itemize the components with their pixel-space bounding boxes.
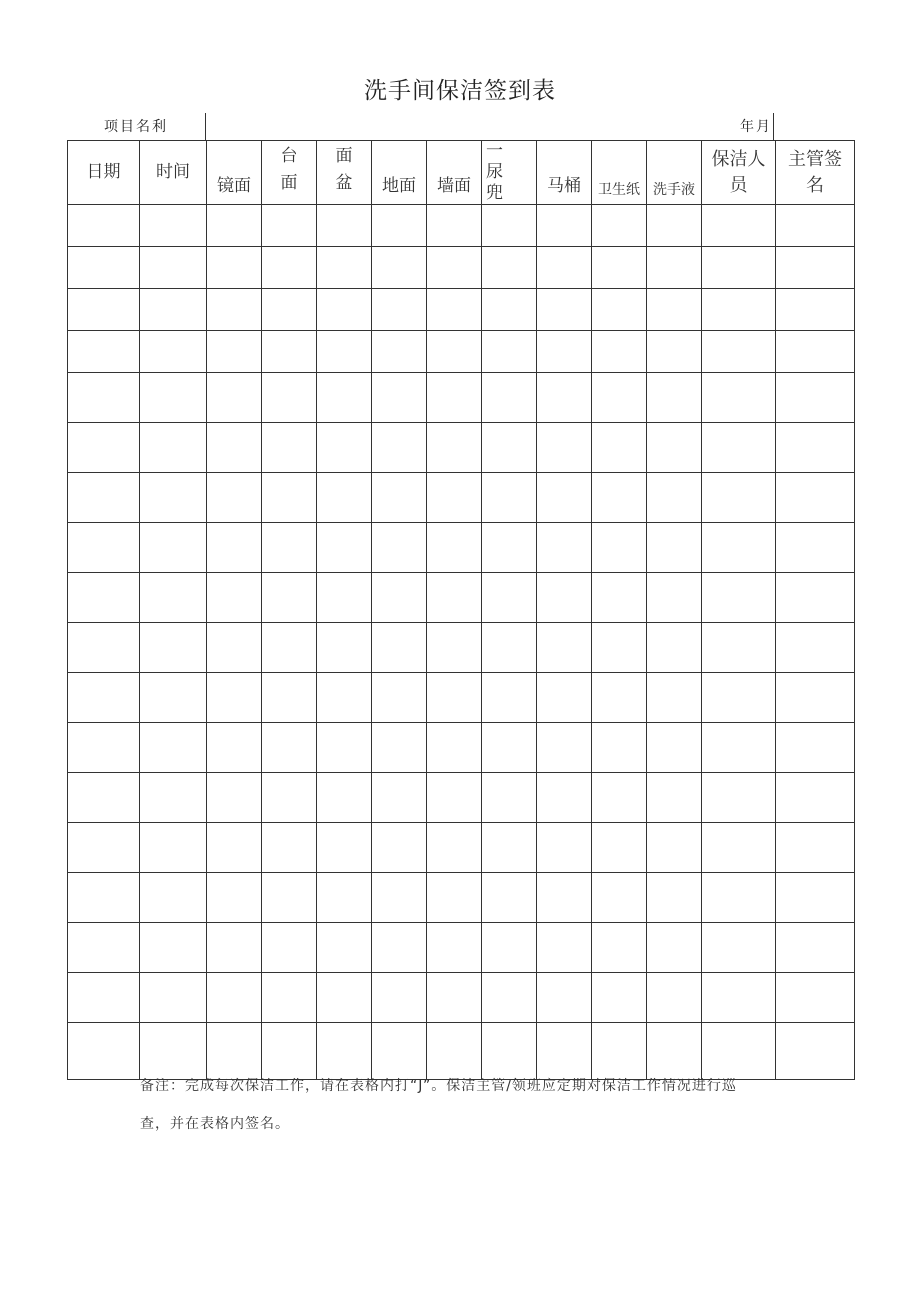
cell-countertop[interactable] [262,289,317,331]
cell-cleaner[interactable] [702,873,776,923]
cell-floor[interactable] [372,473,427,523]
cell-date[interactable] [68,873,140,923]
cell-toilet-paper[interactable] [592,923,647,973]
cell-cleaner[interactable] [702,373,776,423]
cell-countertop[interactable] [262,973,317,1023]
table-row [68,205,855,247]
cell-toilet[interactable] [537,823,592,873]
cell-supervisor-sign[interactable] [776,973,855,1023]
note-line-2: 查，并在表格内签名。 [140,1116,290,1132]
header-row [68,141,855,205]
cell-hand-soap[interactable] [647,473,702,523]
cell-basin[interactable] [317,373,372,423]
cell-floor[interactable] [372,331,427,373]
table-row [68,673,855,723]
cell-toilet-paper[interactable] [592,373,647,423]
cell-countertop[interactable] [262,923,317,973]
table-row [68,331,855,373]
cell-hand-soap[interactable] [647,923,702,973]
cell-floor[interactable] [372,205,427,247]
cell-mirror[interactable] [207,723,262,773]
cell-time[interactable] [140,573,207,623]
cell-date[interactable] [68,523,140,573]
cell-toilet[interactable] [537,873,592,923]
cell-cleaner[interactable] [702,523,776,573]
cell-toilet[interactable] [537,573,592,623]
col-header-hand-soap: 洗手液 [647,141,702,205]
cell-cleaner[interactable] [702,573,776,623]
cell-floor[interactable] [372,1023,427,1080]
cell-cleaner[interactable] [702,205,776,247]
cell-toilet[interactable] [537,923,592,973]
cell-supervisor-sign[interactable] [776,923,855,973]
cell-toilet-paper[interactable] [592,247,647,289]
cell-urinal[interactable] [482,523,537,573]
cell-toilet-paper[interactable] [592,523,647,573]
cell-mirror[interactable] [207,205,262,247]
cell-wall[interactable] [427,723,482,773]
cell-wall[interactable] [427,423,482,473]
cell-toilet[interactable] [537,247,592,289]
cell-countertop[interactable] [262,423,317,473]
cell-countertop[interactable] [262,473,317,523]
cell-supervisor-sign[interactable] [776,673,855,723]
cell-date[interactable] [68,423,140,473]
cell-basin[interactable] [317,523,372,573]
cell-toilet[interactable] [537,623,592,673]
col-header-cleaner: 保洁人 员 [702,141,776,205]
cleaning-signin-table [67,140,855,1080]
cell-floor[interactable] [372,673,427,723]
cell-toilet[interactable] [537,673,592,723]
table-row [68,923,855,973]
cell-countertop[interactable] [262,373,317,423]
col-header-mirror: 镜面 [207,141,262,205]
table-row [68,973,855,1023]
cell-toilet-paper[interactable] [592,623,647,673]
col-header-wall: 墙面 [427,141,482,205]
cell-time[interactable] [140,331,207,373]
cell-mirror[interactable] [207,573,262,623]
year-month-divider [773,113,774,141]
cell-supervisor-sign[interactable] [776,331,855,373]
cell-cleaner[interactable] [702,331,776,373]
cell-urinal[interactable] [482,247,537,289]
cell-supervisor-sign[interactable] [776,873,855,923]
cell-toilet-paper[interactable] [592,473,647,523]
cell-wall[interactable] [427,673,482,723]
cell-cleaner[interactable] [702,1023,776,1080]
cell-time[interactable] [140,773,207,823]
cell-time[interactable] [140,873,207,923]
cell-wall[interactable] [427,247,482,289]
cell-toilet[interactable] [537,473,592,523]
cell-wall[interactable] [427,523,482,573]
cell-supervisor-sign[interactable] [776,823,855,873]
cell-urinal[interactable] [482,331,537,373]
cell-floor[interactable] [372,773,427,823]
cell-mirror[interactable] [207,973,262,1023]
cell-date[interactable] [68,723,140,773]
cell-date[interactable] [68,473,140,523]
cell-date[interactable] [68,1023,140,1080]
cell-countertop[interactable] [262,1023,317,1080]
table-row [68,423,855,473]
table-row [68,873,855,923]
cell-basin[interactable] [317,205,372,247]
project-name-label: 项目名利 [104,119,168,135]
cell-time[interactable] [140,973,207,1023]
cell-hand-soap[interactable] [647,331,702,373]
cell-toilet-paper[interactable] [592,673,647,723]
cell-mirror[interactable] [207,473,262,523]
cell-supervisor-sign[interactable] [776,573,855,623]
cell-hand-soap[interactable] [647,247,702,289]
cell-toilet[interactable] [537,289,592,331]
cell-date[interactable] [68,373,140,423]
cell-supervisor-sign[interactable] [776,205,855,247]
cell-toilet-paper[interactable] [592,289,647,331]
cell-mirror[interactable] [207,923,262,973]
cell-time[interactable] [140,923,207,973]
cell-basin[interactable] [317,289,372,331]
cell-basin[interactable] [317,723,372,773]
cell-hand-soap[interactable] [647,205,702,247]
cell-countertop[interactable] [262,205,317,247]
cell-countertop[interactable] [262,673,317,723]
cell-countertop[interactable] [262,573,317,623]
cell-supervisor-sign[interactable] [776,773,855,823]
cell-time[interactable] [140,623,207,673]
cell-basin[interactable] [317,247,372,289]
cell-basin[interactable] [317,823,372,873]
cell-cleaner[interactable] [702,973,776,1023]
cell-toilet-paper[interactable] [592,873,647,923]
cell-supervisor-sign[interactable] [776,473,855,523]
cell-countertop[interactable] [262,823,317,873]
note-line-1: 备注：完成每次保洁工作，请在表格内打“J”。保洁主管/领班应定期对保洁工作情况进行巡 [140,1078,737,1094]
cell-mirror[interactable] [207,423,262,473]
cell-date[interactable] [68,289,140,331]
cell-toilet[interactable] [537,1023,592,1080]
cell-wall[interactable] [427,923,482,973]
cell-basin[interactable] [317,973,372,1023]
cell-mirror[interactable] [207,1023,262,1080]
cell-time[interactable] [140,473,207,523]
cell-toilet[interactable] [537,523,592,573]
cell-hand-soap[interactable] [647,823,702,873]
cell-date[interactable] [68,673,140,723]
cell-mirror[interactable] [207,823,262,873]
cell-wall[interactable] [427,573,482,623]
cell-floor[interactable] [372,823,427,873]
cell-toilet-paper[interactable] [592,823,647,873]
cell-floor[interactable] [372,373,427,423]
cell-supervisor-sign[interactable] [776,373,855,423]
cell-toilet[interactable] [537,373,592,423]
table-row [68,473,855,523]
cell-urinal[interactable] [482,205,537,247]
cell-wall[interactable] [427,473,482,523]
cell-toilet-paper[interactable] [592,205,647,247]
cell-time[interactable] [140,423,207,473]
cell-wall[interactable] [427,623,482,673]
cell-time[interactable] [140,673,207,723]
cell-time[interactable] [140,1023,207,1080]
table-row [68,823,855,873]
cell-date[interactable] [68,973,140,1023]
cell-time[interactable] [140,373,207,423]
col-header-date: 日期 [68,141,140,205]
cell-mirror[interactable] [207,523,262,573]
year-month-label: 年月 [740,119,772,135]
cell-basin[interactable] [317,673,372,723]
cell-toilet-paper[interactable] [592,1023,647,1080]
cell-basin[interactable] [317,773,372,823]
cell-cleaner[interactable] [702,773,776,823]
cell-hand-soap[interactable] [647,723,702,773]
col-header-countertop: 台 面 [262,141,317,205]
cell-cleaner[interactable] [702,289,776,331]
table-row [68,373,855,423]
cell-urinal[interactable] [482,423,537,473]
cell-hand-soap[interactable] [647,1023,702,1080]
cell-urinal[interactable] [482,623,537,673]
cell-cleaner[interactable] [702,423,776,473]
cell-time[interactable] [140,823,207,873]
cell-wall[interactable] [427,973,482,1023]
cell-toilet[interactable] [537,773,592,823]
cell-hand-soap[interactable] [647,673,702,723]
cell-floor[interactable] [372,289,427,331]
cell-toilet-paper[interactable] [592,773,647,823]
cell-date[interactable] [68,331,140,373]
cell-mirror[interactable] [207,247,262,289]
cell-supervisor-sign[interactable] [776,623,855,673]
cell-floor[interactable] [372,873,427,923]
cell-date[interactable] [68,823,140,873]
table-row [68,247,855,289]
cell-date[interactable] [68,773,140,823]
cell-basin[interactable] [317,331,372,373]
cell-basin[interactable] [317,623,372,673]
cell-time[interactable] [140,523,207,573]
cell-hand-soap[interactable] [647,573,702,623]
cell-urinal[interactable] [482,823,537,873]
cell-floor[interactable] [372,923,427,973]
table-row [68,1023,855,1080]
cell-hand-soap[interactable] [647,973,702,1023]
col-header-toilet: 马桶 [537,141,592,205]
cell-urinal[interactable] [482,673,537,723]
cell-urinal[interactable] [482,773,537,823]
cell-hand-soap[interactable] [647,873,702,923]
cell-urinal[interactable] [482,873,537,923]
cell-urinal[interactable] [482,1023,537,1080]
cell-hand-soap[interactable] [647,523,702,573]
cell-mirror[interactable] [207,773,262,823]
cell-floor[interactable] [372,523,427,573]
cell-supervisor-sign[interactable] [776,247,855,289]
cell-toilet-paper[interactable] [592,423,647,473]
cell-floor[interactable] [372,247,427,289]
cell-wall[interactable] [427,873,482,923]
cell-toilet-paper[interactable] [592,573,647,623]
cell-countertop[interactable] [262,723,317,773]
col-header-time: 时间 [140,141,207,205]
col-header-supervisor-sign: 主管签 名 [776,141,855,205]
cell-basin[interactable] [317,423,372,473]
cell-toilet[interactable] [537,973,592,1023]
cell-toilet[interactable] [537,331,592,373]
cell-date[interactable] [68,247,140,289]
table-row [68,773,855,823]
cell-mirror[interactable] [207,289,262,331]
table-row [68,289,855,331]
col-header-floor: 地面 [372,141,427,205]
cell-floor[interactable] [372,573,427,623]
cell-wall[interactable] [427,823,482,873]
cell-time[interactable] [140,723,207,773]
cell-toilet-paper[interactable] [592,723,647,773]
table-row [68,573,855,623]
cell-urinal[interactable] [482,573,537,623]
cell-date[interactable] [68,623,140,673]
cell-countertop[interactable] [262,873,317,923]
cell-toilet-paper[interactable] [592,331,647,373]
cell-mirror[interactable] [207,673,262,723]
cell-mirror[interactable] [207,623,262,673]
cell-wall[interactable] [427,289,482,331]
cell-floor[interactable] [372,423,427,473]
cell-countertop[interactable] [262,773,317,823]
cell-countertop[interactable] [262,523,317,573]
cell-cleaner[interactable] [702,923,776,973]
cell-date[interactable] [68,573,140,623]
cell-countertop[interactable] [262,331,317,373]
cell-basin[interactable] [317,873,372,923]
cell-basin[interactable] [317,923,372,973]
cell-urinal[interactable] [482,973,537,1023]
cell-supervisor-sign[interactable] [776,523,855,573]
cell-wall[interactable] [427,773,482,823]
cell-basin[interactable] [317,1023,372,1080]
cell-urinal[interactable] [482,289,537,331]
cell-wall[interactable] [427,1023,482,1080]
cell-hand-soap[interactable] [647,623,702,673]
cell-supervisor-sign[interactable] [776,423,855,473]
cell-floor[interactable] [372,623,427,673]
cell-urinal[interactable] [482,473,537,523]
cell-cleaner[interactable] [702,623,776,673]
table-row [68,523,855,573]
cell-supervisor-sign[interactable] [776,289,855,331]
cell-urinal[interactable] [482,723,537,773]
cell-date[interactable] [68,205,140,247]
cell-cleaner[interactable] [702,673,776,723]
cell-urinal[interactable] [482,373,537,423]
cell-cleaner[interactable] [702,823,776,873]
cell-wall[interactable] [427,331,482,373]
cell-hand-soap[interactable] [647,773,702,823]
cell-supervisor-sign[interactable] [776,1023,855,1080]
cell-hand-soap[interactable] [647,373,702,423]
cell-floor[interactable] [372,723,427,773]
cell-basin[interactable] [317,473,372,523]
cell-date[interactable] [68,923,140,973]
cell-mirror[interactable] [207,373,262,423]
cell-cleaner[interactable] [702,723,776,773]
cell-basin[interactable] [317,573,372,623]
cell-floor[interactable] [372,973,427,1023]
cell-hand-soap[interactable] [647,423,702,473]
cell-time[interactable] [140,205,207,247]
project-name-divider [205,113,206,141]
cell-toilet[interactable] [537,423,592,473]
cell-toilet-paper[interactable] [592,973,647,1023]
cell-countertop[interactable] [262,247,317,289]
cell-supervisor-sign[interactable] [776,723,855,773]
col-header-basin: 面 盆 [317,141,372,205]
cell-toilet[interactable] [537,723,592,773]
page-title: 洗手间保洁签到表 [364,78,556,104]
cell-time[interactable] [140,289,207,331]
cell-urinal[interactable] [482,923,537,973]
cell-mirror[interactable] [207,873,262,923]
cell-toilet[interactable] [537,205,592,247]
cell-hand-soap[interactable] [647,289,702,331]
table-row [68,723,855,773]
cell-wall[interactable] [427,373,482,423]
cell-cleaner[interactable] [702,247,776,289]
col-header-toilet-paper: 卫生纸 [592,141,647,205]
cell-mirror[interactable] [207,331,262,373]
cell-wall[interactable] [427,205,482,247]
table-row [68,623,855,673]
cell-cleaner[interactable] [702,473,776,523]
cell-time[interactable] [140,247,207,289]
cell-countertop[interactable] [262,623,317,673]
col-header-urinal: 一 尿 兜 [482,141,537,205]
